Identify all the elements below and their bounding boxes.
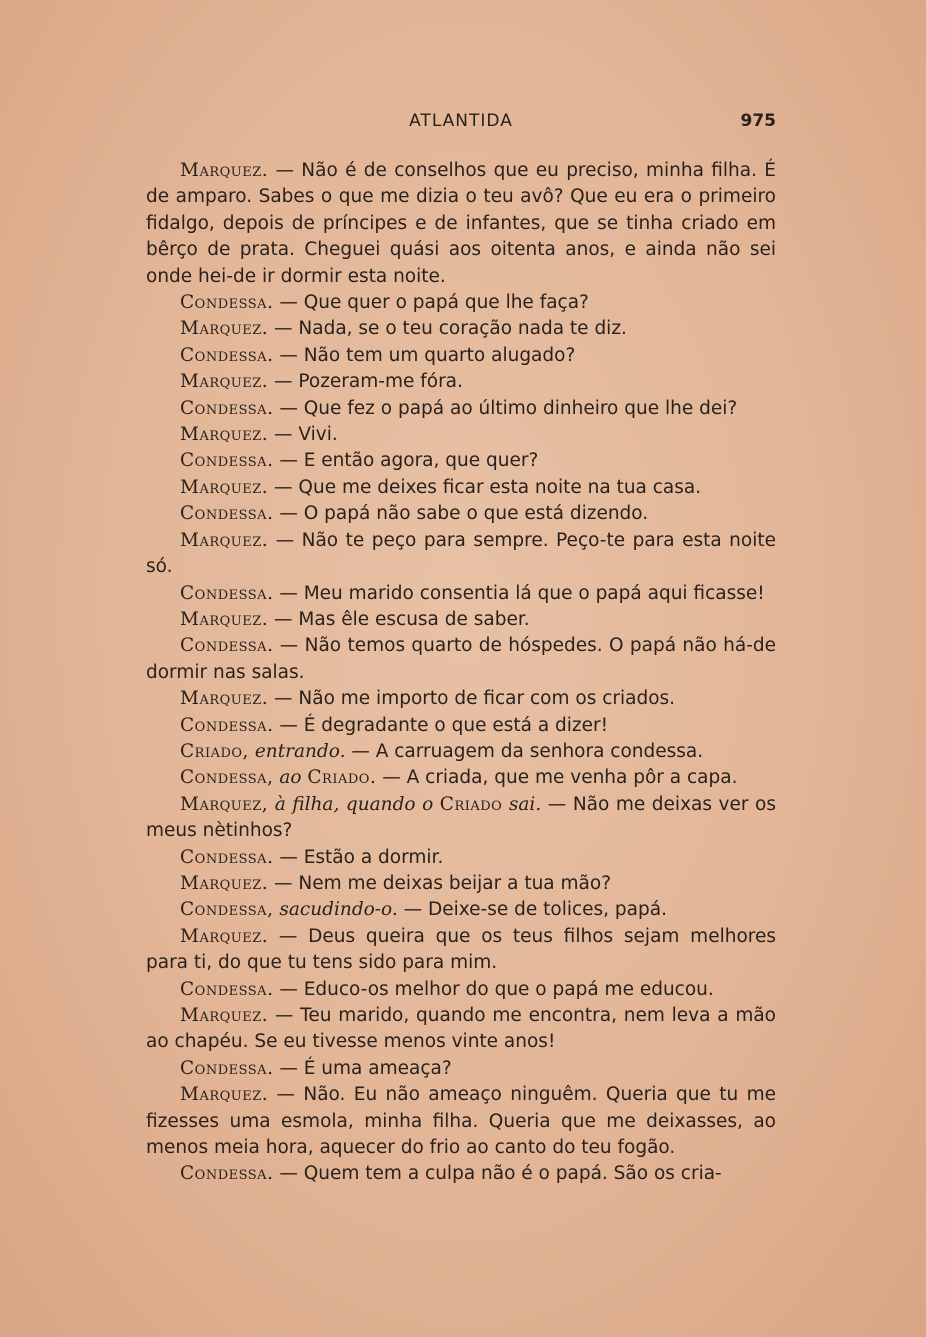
speaker-name: Marquez. — [180, 925, 269, 947]
stage-direction: à filha, quando o — [274, 793, 434, 815]
dialogue-paragraph — [146, 316, 776, 342]
speech-text: — O papá não sabe o que está dizendo. — [273, 503, 649, 525]
stage-direction: sacudindo-o. — [279, 899, 398, 921]
speaker-name: Criado. — [307, 767, 377, 789]
speech-text: — A criada, que me venha pôr a capa. — [376, 767, 738, 789]
speech-text: — Que me deixes ficar esta noite na tua casa. — [268, 476, 702, 498]
speaker-name: Condessa. — [180, 582, 274, 604]
dialogue-paragraph — [146, 448, 776, 474]
speaker-name: Condessa. — [180, 503, 274, 525]
speech-text: — Nem me deixas beijar a tua mão? — [268, 872, 612, 894]
dialogue-paragraph — [146, 845, 776, 871]
dialogue-paragraph — [146, 897, 776, 923]
dialogue-paragraph — [146, 396, 776, 422]
dialogue-paragraph — [146, 686, 776, 712]
dialogue-paragraph — [146, 739, 776, 765]
speaker-name: Marquez. — [180, 529, 269, 551]
stage-direction: sai. — [508, 793, 542, 815]
running-head — [146, 109, 776, 133]
dialogue-paragraph — [146, 1056, 776, 1082]
speech-text: — Que fez o papá ao último dinheiro que lhe dei? — [273, 397, 738, 419]
speaker-name: Condessa. — [180, 635, 274, 657]
dialogue-paragraph — [146, 713, 776, 739]
speaker-name: Condessa. — [180, 1163, 274, 1185]
dialogue-paragraph — [146, 369, 776, 395]
speech-text: — E então agora, que quer? — [273, 450, 539, 472]
dialogue-paragraph — [146, 924, 776, 977]
speech-text: — Meu marido consentia lá que o papá aqui ficasse! — [273, 582, 765, 604]
page-number: 975 — [740, 111, 776, 131]
dialogue-paragraph — [146, 581, 776, 607]
speech-text: — Deus queira que os teus filhos sejam melhores para ti, do que tu tens sido para mim. — [146, 925, 776, 974]
dialogue-paragraph — [146, 343, 776, 369]
speech-text: — Não me deixas ver os meus nètinhos? — [146, 793, 776, 842]
speaker-name: Marquez. — [180, 476, 269, 498]
speaker-name: Marquez. — [180, 371, 269, 393]
speaker-name: Condessa. — [180, 714, 274, 736]
speaker-name: Marquez. — [180, 608, 269, 630]
dialogue-paragraph — [146, 977, 776, 1003]
speaker-name: Condessa. — [180, 450, 274, 472]
dialogue-paragraph — [146, 528, 776, 581]
speaker-name: Condessa, — [180, 899, 274, 921]
speech-text: — Teu marido, quando me encontra, nem leva a mão ao chapéu. Se eu tivesse menos vinte anos! — [146, 1005, 776, 1053]
speech-text: — Educo-os melhor do que o papá me educou. — [273, 978, 714, 1000]
speaker-name: Marquez. — [180, 160, 269, 181]
speaker-name: Marquez. — [180, 872, 269, 894]
speaker-name: Marquez. — [180, 424, 269, 446]
dialogue-paragraph — [146, 871, 776, 897]
speech-text: — É uma ameaça? — [273, 1057, 452, 1079]
dialogue-paragraph — [146, 1161, 776, 1187]
speech-text: — Pozeram-me fóra. — [268, 371, 463, 393]
speech-text: — Mas êle escusa de saber. — [268, 608, 530, 630]
speaker-name: Marquez. — [180, 1084, 269, 1106]
dialogue-paragraph — [146, 475, 776, 501]
dialogue-paragraph — [146, 501, 776, 527]
speaker-name: Marquez, — [180, 793, 269, 815]
speaker-name: Marquez. — [180, 318, 269, 340]
speech-text: — Estão a dormir. — [273, 846, 444, 868]
stage-direction: ao — [279, 767, 302, 789]
speech-text: — Vivi. — [268, 424, 338, 446]
speaker-name: Criado, — [180, 740, 249, 762]
speaker-name: Marquez. — [180, 688, 269, 710]
speech-text: — Que quer o papá que lhe faça? — [273, 292, 589, 314]
dialogue-paragraph — [146, 633, 776, 686]
running-title: ATLANTIDA — [409, 111, 513, 131]
stage-direction: entrando. — [254, 740, 346, 762]
speaker-name: Condessa. — [180, 397, 274, 419]
speech-text: — Não tem um quarto alugado? — [273, 344, 576, 366]
speech-text: — Quem tem a culpa não é o papá. São os cria- — [273, 1163, 722, 1185]
speech-text: — É degradante o que está a dizer! — [273, 714, 609, 736]
speech-text: — Não temos quarto de hóspedes. O papá não há-de dormir nas salas. — [146, 635, 776, 683]
speaker-name: Condessa. — [180, 292, 274, 314]
dialogue-paragraph — [146, 422, 776, 448]
speech-text: — Não. Eu não ameaço ninguêm. Queria que tu me fizesses uma esmola, minha filha. Queria que me deixasses, ao menos meia hora, aquecer do frio ao canto do teu fogão. — [146, 1084, 776, 1159]
dialogue-paragraph — [146, 607, 776, 633]
speech-text: — Nada, se o teu coração nada te diz. — [268, 318, 627, 340]
dialogue-paragraph — [146, 290, 776, 316]
speaker-name: Condessa. — [180, 978, 274, 1000]
dialogue-paragraph — [146, 158, 776, 290]
speaker-name: Condessa, — [180, 767, 274, 789]
speech-text: — Não te peço para sempre. Peço-te para esta noite só. — [146, 529, 776, 578]
dialogue-paragraph — [146, 1003, 776, 1056]
speaker-name: Condessa. — [180, 1057, 274, 1079]
text-body — [146, 158, 776, 1188]
speaker-name: Criado — [439, 793, 503, 815]
speaker-name: Marquez. — [180, 1005, 269, 1026]
dialogue-paragraph — [146, 792, 776, 845]
speech-text: — A carruagem da senhora condessa. — [345, 740, 704, 762]
speech-text: — Deixe-se de tolices, papá. — [397, 899, 667, 921]
dialogue-paragraph — [146, 1082, 776, 1161]
dialogue-paragraph — [146, 765, 776, 791]
speech-text: — Não me importo de ficar com os criados. — [268, 688, 676, 710]
speaker-name: Condessa. — [180, 846, 274, 868]
speaker-name: Condessa. — [180, 344, 274, 366]
speech-text: — Não é de conselhos que eu preciso, minha filha. É de amparo. Sabes o que me dizia o teu avô? Que eu era o primeiro fidalgo, depois de príncipes e de infantes, que se tinha criado em bêrço de prata. Cheguei quási aos oitenta anos, e ainda não sei onde hei-de ir dormir esta noite. — [146, 160, 776, 287]
